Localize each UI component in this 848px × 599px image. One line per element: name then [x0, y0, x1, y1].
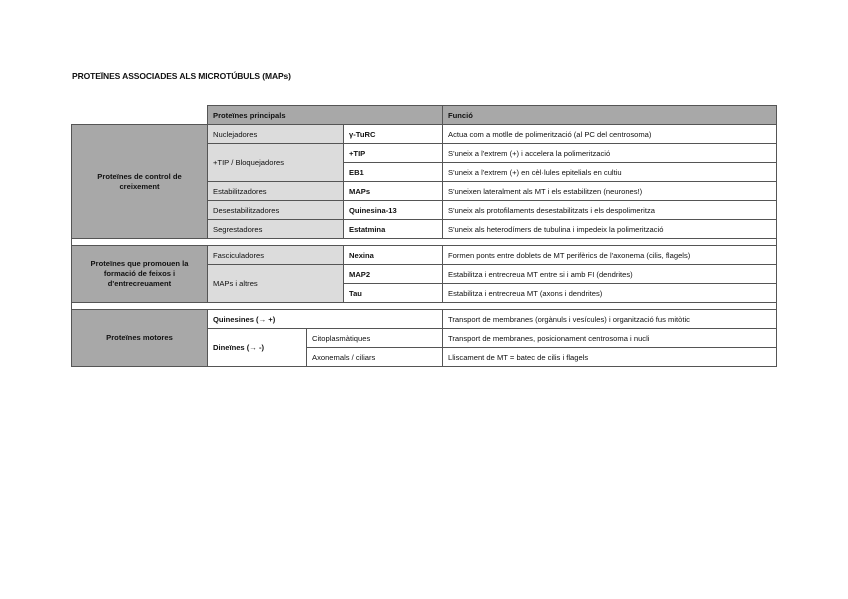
protein-name: Nexina — [344, 246, 443, 265]
protein-type: Estabilitzadores — [208, 182, 344, 201]
header-principal: Proteïnes principals — [208, 106, 443, 125]
protein-name: +TIP — [344, 144, 443, 163]
protein-type: +TIP / Bloquejadores — [208, 144, 344, 182]
protein-name: Tau — [344, 284, 443, 303]
table-header-row — [72, 106, 777, 125]
protein-function: S'uneix a l'extrem (+) en cèl·lules epitelials en cultiu — [443, 163, 777, 182]
protein-function: S'uneixen lateralment als MT i els estabilitzen (neurones!) — [443, 182, 777, 201]
protein-name: MAP2 — [344, 265, 443, 284]
protein-function: Formen ponts entre doblets de MT perifèrics de l'axonema (cilis, flagels) — [443, 246, 777, 265]
protein-type: Segrestadores — [208, 220, 344, 239]
protein-name: EB1 — [344, 163, 443, 182]
protein-type: Fasciculadores — [208, 246, 344, 265]
protein-name: Quinesina-13 — [344, 201, 443, 220]
maps-table — [71, 105, 777, 367]
protein-type: Desestabilitzadores — [208, 201, 344, 220]
protein-function: S'uneix als heterodímers de tubulina i impedeix la polimerització — [443, 220, 777, 239]
protein-function: Estabilitza i entrecreua MT (axons i dendrites) — [443, 284, 777, 303]
group-label-growth-control: Proteïnes de control de creixement — [72, 125, 208, 239]
protein-name: γ-TuRC — [344, 125, 443, 144]
protein-function: S'uneix als protofilaments desestabilitzats i els despolimeritza — [443, 201, 777, 220]
motor-subtype: Axonemals / ciliars — [307, 348, 443, 367]
protein-function: Transport de membranes (orgànuls i vesícules) i organització fus mitòtic — [443, 310, 777, 329]
motor-type: Dineïnes (→ -) — [208, 329, 307, 367]
page-title: PROTEÏNES ASSOCIADES ALS MICROTÚBULS (MAPs) — [72, 71, 291, 81]
protein-type: Nuclejadores — [208, 125, 344, 144]
motor-type: Quinesines (→ +) — [208, 310, 443, 329]
protein-function: Lliscament de MT = batec de cilis i flagels — [443, 348, 777, 367]
table-row — [72, 310, 777, 329]
group-label-bundling: Proteïnes que promouen la formació de feixos i d'entrecreuament — [72, 246, 208, 303]
table-row — [72, 246, 777, 265]
protein-function: Actua com a motlle de polimerització (al PC del centrosoma) — [443, 125, 777, 144]
protein-type: MAPs i altres — [208, 265, 344, 303]
group-label-motor: Proteïnes motores — [72, 310, 208, 367]
table-spacer — [72, 239, 777, 246]
protein-function: Transport de membranes, posicionament centrosoma i nucli — [443, 329, 777, 348]
protein-name: MAPs — [344, 182, 443, 201]
header-function: Funció — [443, 106, 777, 125]
motor-subtype: Citoplasmàtiques — [307, 329, 443, 348]
table-row — [72, 125, 777, 144]
table-spacer — [72, 303, 777, 310]
protein-function: S'uneix a l'extrem (+) i accelera la polimerització — [443, 144, 777, 163]
protein-function: Estabilitza i entrecreua MT entre si i amb FI (dendrites) — [443, 265, 777, 284]
protein-name: Estatmina — [344, 220, 443, 239]
